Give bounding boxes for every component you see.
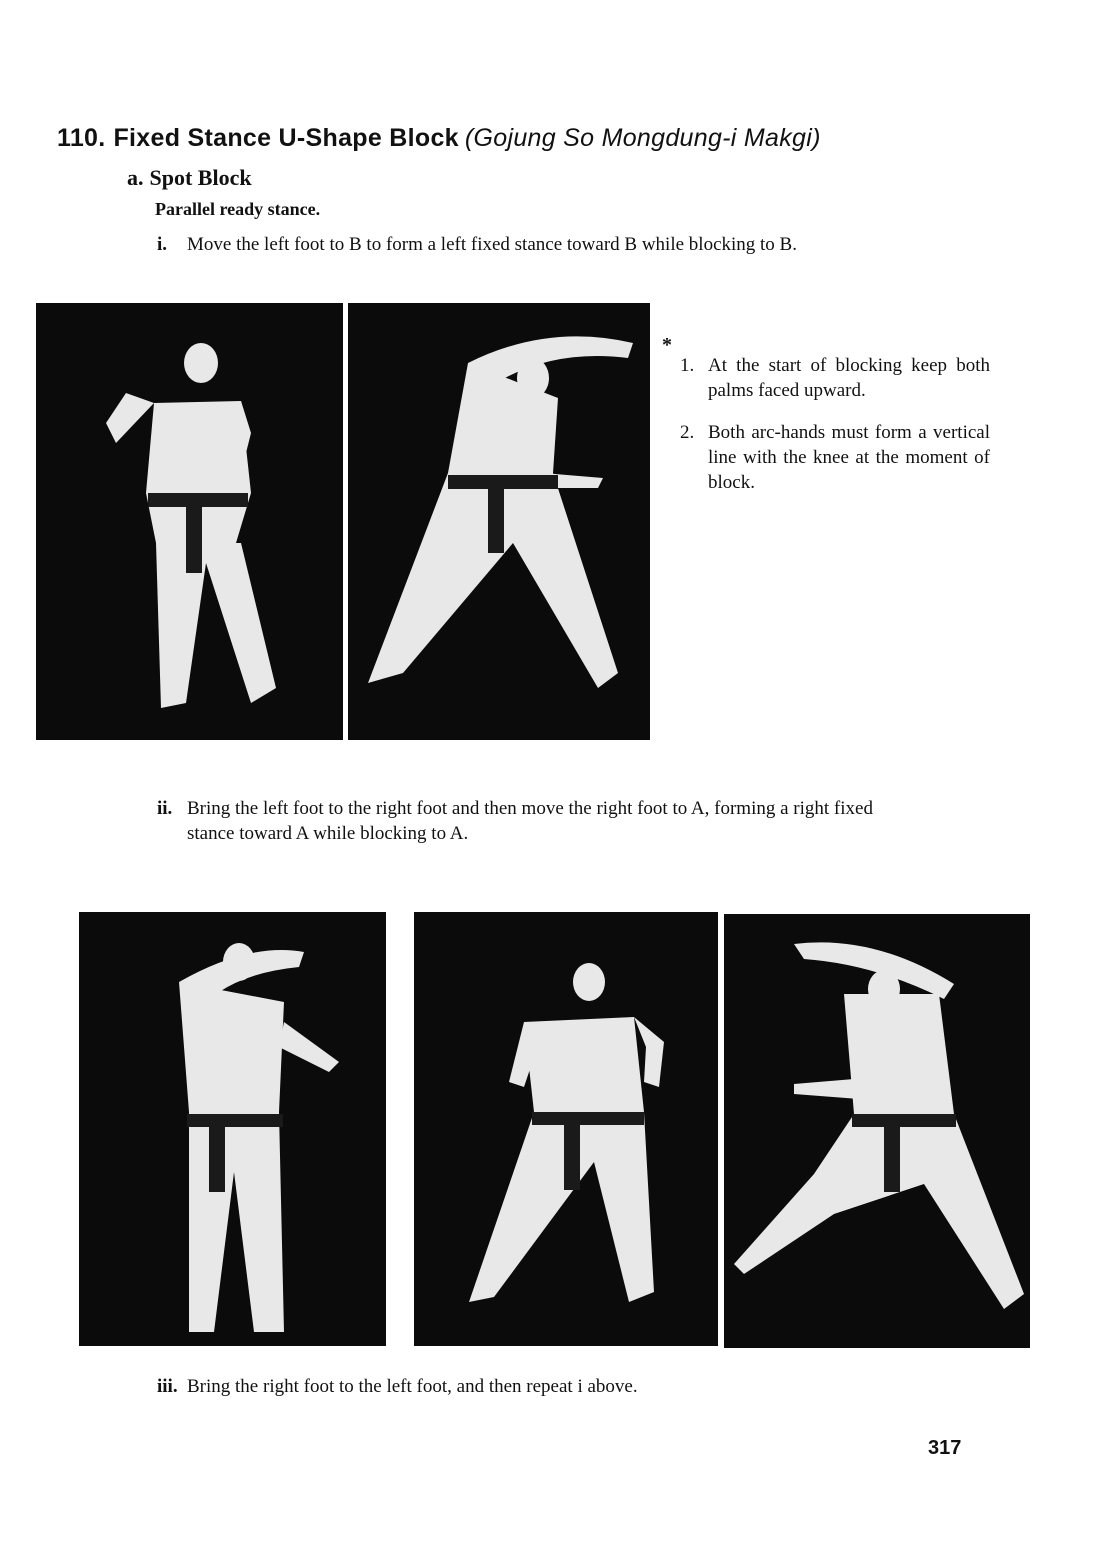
note-number: 1. — [680, 355, 695, 376]
note-item — [680, 353, 990, 403]
photo-ready-stance — [36, 303, 343, 740]
step-text: Bring the left foot to the right foot and then move the right foot to A, forming a right fixed stance toward A while blocking to A. — [187, 798, 873, 844]
section-korean-title: (Gojung So Mongdung-i Makgi) — [464, 124, 821, 152]
subsection-heading — [127, 165, 252, 191]
step-text: Bring the right foot to the left foot, and then repeat i above. — [187, 1376, 638, 1397]
figure-illustration — [348, 303, 650, 740]
photo-transition-block — [79, 912, 386, 1346]
step-label: i. — [157, 234, 168, 255]
note-number: 2. — [680, 422, 695, 443]
note-item — [680, 420, 990, 495]
subsection-title: Spot Block — [149, 165, 252, 190]
photo-right-fixed-stance — [724, 914, 1030, 1348]
step-i — [157, 232, 897, 257]
step-label: iii. — [157, 1376, 178, 1397]
note-text: Both arc-hands must form a vertical line with the knee at the moment of block. — [708, 422, 990, 493]
photo-left-fixed-stance — [348, 303, 650, 740]
subsection-label: a. — [127, 165, 144, 190]
step-label: ii. — [157, 798, 173, 819]
figure-illustration — [724, 914, 1030, 1348]
step-ii — [157, 796, 897, 846]
notes-marker: * — [662, 334, 672, 356]
section-title: Fixed Stance U-Shape Block — [113, 124, 459, 152]
figure-illustration — [36, 303, 343, 740]
figure-illustration — [414, 912, 718, 1346]
step-text: Move the left foot to B to form a left fixed stance toward B while blocking to B. — [187, 234, 797, 255]
notes-list — [680, 353, 990, 512]
section-number: 110. — [57, 124, 106, 152]
page-number: 317 — [928, 1437, 962, 1459]
ready-stance: Parallel ready stance. — [155, 199, 321, 219]
section-heading — [57, 124, 821, 153]
figure-illustration — [79, 912, 386, 1346]
photo-feet-together — [414, 912, 718, 1346]
step-iii — [157, 1374, 897, 1399]
note-text: At the start of blocking keep both palms faced upward. — [708, 355, 990, 401]
